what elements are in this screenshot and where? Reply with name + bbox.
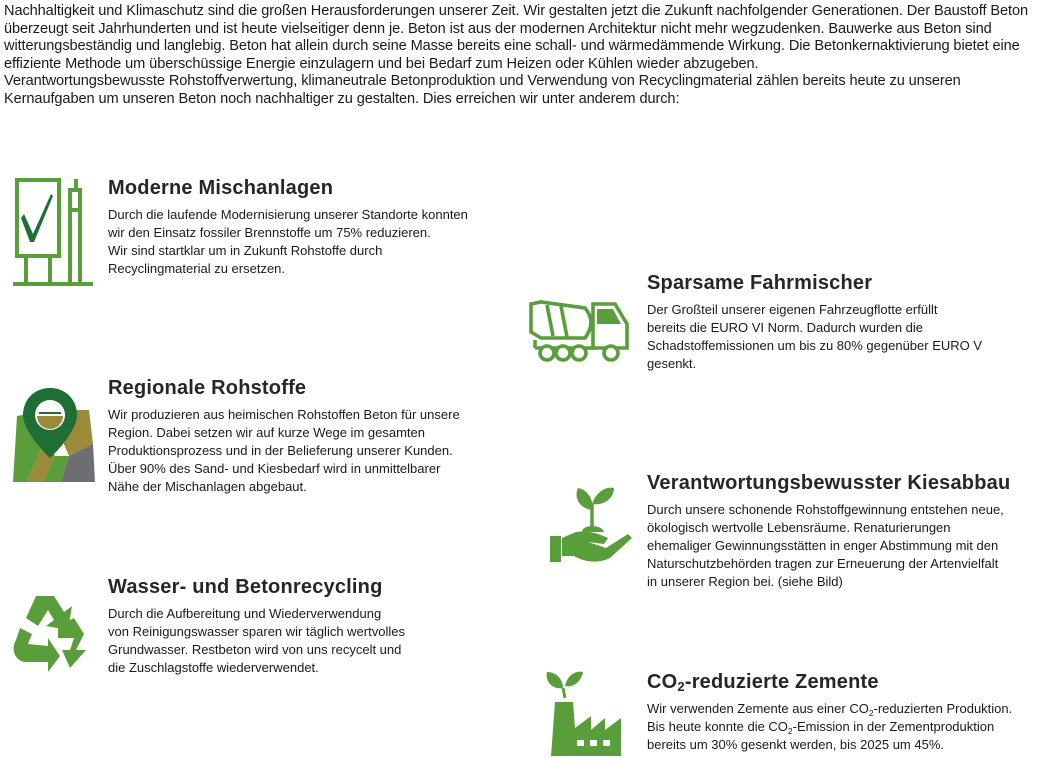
line-subscript: 2 xyxy=(868,708,874,718)
feature-description xyxy=(647,301,1047,373)
feature-title: Regionale Rohstoffe xyxy=(108,377,307,399)
description-line: die Zuschlagstoffe wiederverwendet. xyxy=(108,660,319,675)
eco-factory-icon xyxy=(541,668,633,760)
intro-text xyxy=(4,3,1049,109)
description-line: Wir produzieren aus heimischen Rohstoffen Beton für unsere xyxy=(108,407,460,422)
description-line: Schadstoffemissionen um bis zu 80% gegenüber EURO V xyxy=(647,338,983,353)
line-subscript: 2 xyxy=(787,726,793,736)
title-text: -reduzierte Zemente xyxy=(684,671,879,693)
description-line: Grundwasser. Restbeton wird von uns recycelt und xyxy=(108,642,402,657)
description-line: Der Großteil unserer eigenen Fahrzeugflotte erfüllt xyxy=(647,302,938,317)
feature-title: Sparsame Fahrmischer xyxy=(647,272,873,294)
description-line: Durch die laufende Modernisierung unserer Standorte konnten xyxy=(108,207,468,222)
description-line: bereits um 30% gesenkt werden, bis 2025 um 45%. xyxy=(647,737,945,752)
intro-paragraph-2: Verantwortungsbewusste Rohstoffverwertung, klimaneutrale Betonproduktion und Verwendung von Recyclingmaterial zählen bereits heute zu unseren Kernaufgaben um unseren Beton noch nachhaltiger zu gestalten. Dies erreichen wir unter anderem durch: xyxy=(4,73,961,107)
feature-kiesabbau xyxy=(647,471,1051,591)
feature-description xyxy=(108,406,528,496)
description-line: Recyclingmaterial zu ersetzen. xyxy=(108,261,286,276)
feature-description xyxy=(108,605,528,677)
description-line xyxy=(647,700,1051,718)
description-line: Produktionsprozess und in der Belieferung unserer Kunden. xyxy=(108,443,453,458)
description-line: in unserer Region bei. (siehe Bild) xyxy=(647,574,843,589)
description-line: Naturschutzbehörden tragen zur Erneuerung der Artenvielfalt xyxy=(647,556,999,571)
description-line: Nähe der Mischanlagen abgebaut. xyxy=(108,479,307,494)
title-text: CO xyxy=(647,671,678,693)
feature-description xyxy=(647,700,1051,754)
description-line: Über 90% des Sand- und Kiesbedarf wird in unmittelbarer xyxy=(108,461,441,476)
plant-checkmark-icon xyxy=(13,176,93,288)
feature-title: Moderne Mischanlagen xyxy=(108,177,334,199)
hand-plant-icon xyxy=(548,482,634,570)
line-text: Bis heute konnte die CO xyxy=(647,719,788,734)
feature-description xyxy=(108,206,528,278)
description-line: von Reinigungswasser sparen wir täglich wertvolles xyxy=(108,624,405,639)
description-line: Wir sind startklar um in Zukunft Rohstoffe durch xyxy=(108,243,383,258)
description-line: Durch unsere schonende Rohstoffgewinnung entstehen neue, xyxy=(647,502,1004,517)
line-text: -Emission in der Zementproduktion xyxy=(792,719,995,734)
feature-co2-zemente xyxy=(647,670,1051,754)
description-line: ehemaliger Gewinnungsstätten in enger Abstimmung mit den xyxy=(647,538,999,553)
feature-moderne-mischanlagen xyxy=(108,176,528,278)
recycle-icon xyxy=(8,588,100,678)
feature-title: Wasser- und Betonrecycling xyxy=(108,576,383,598)
title-subscript: 2 xyxy=(677,679,685,694)
feature-title: Verantwortungsbewusster Kiesabbau xyxy=(647,472,1011,494)
feature-title xyxy=(647,670,1051,694)
intro-paragraph-1: Nachhaltigkeit und Klimaschutz sind die großen Herausforderungen unserer Zeit. Wir gestalten jetzt die Zukunft nachfolgender Generationen. Der Baustoff Beton überzeugt seit Jahrhunderten und ist heute vielseitiger denn je. Beton ist aus der modernen Architektur nicht mehr wegzudenken. Bauwerke aus Beton sind witterungsbeständig und langlebig. Beton hat allein durch seine Masse bereits eine schall- und wärmedämmende Wirkung. Die Betonkernaktivierung bietet eine effiziente Methode um überschüssige Energie einzulagern und bei Bedarf zum Heizen oder Kühlen wieder abzugeben. xyxy=(4,3,1029,72)
map-pin-icon xyxy=(9,386,97,486)
line-text: Wir verwenden Zemente aus einer CO xyxy=(647,701,869,716)
concrete-mixer-truck-icon xyxy=(527,296,631,364)
line-text: -reduzierten Produktion. xyxy=(873,701,1013,716)
feature-recycling xyxy=(108,575,528,677)
description-line: bereits die EURO VI Norm. Dadurch wurden die xyxy=(647,320,924,335)
feature-sparsame-fahrmischer xyxy=(647,271,1047,373)
description-line xyxy=(647,718,1051,736)
feature-regionale-rohstoffe xyxy=(108,376,528,496)
description-line: Durch die Aufbereitung und Wiederverwendung xyxy=(108,606,382,621)
description-line: wir den Einsatz fossiler Brennstoffe um 75% reduzieren. xyxy=(108,225,431,240)
feature-description xyxy=(647,501,1051,591)
description-line: ökologisch wertvolle Lebensräume. Renaturierungen xyxy=(647,520,951,535)
description-line: gesenkt. xyxy=(647,356,697,371)
description-line: Region. Dabei setzen wir auf kurze Wege im gesamten xyxy=(108,425,425,440)
